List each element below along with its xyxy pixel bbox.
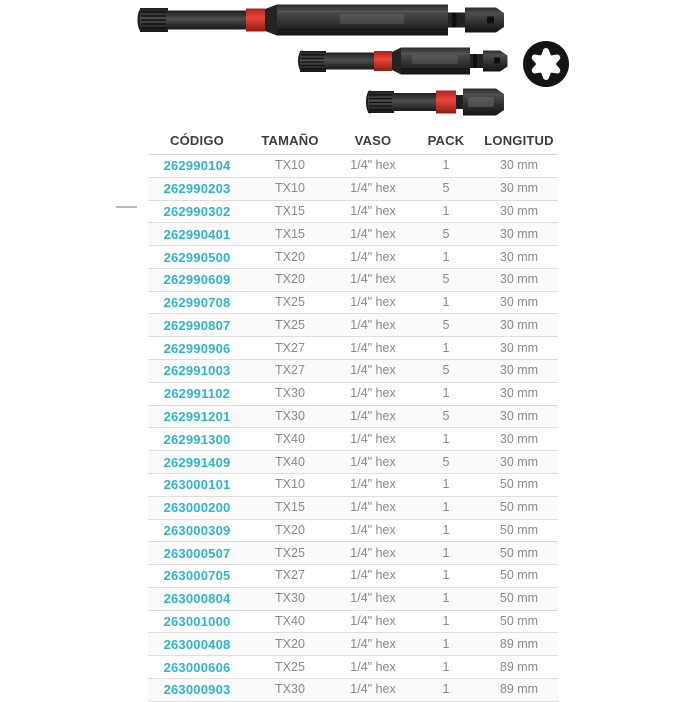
cell-code[interactable]: 262991003 [148, 360, 246, 383]
cell-vaso: 1/4" hex [334, 314, 412, 337]
table-body [148, 155, 558, 702]
cell-pack: 1 [412, 496, 480, 519]
table-row [148, 610, 558, 633]
torx-bit-medium [298, 48, 508, 75]
cell-pack: 1 [412, 337, 480, 360]
cell-code[interactable]: 262991201 [148, 405, 246, 428]
cell-vaso: 1/4" hex [334, 519, 412, 542]
cell-pack: 5 [412, 223, 480, 246]
cell-size: TX20 [246, 633, 334, 656]
cell-vaso: 1/4" hex [334, 337, 412, 360]
cell-vaso: 1/4" hex [334, 246, 412, 269]
cell-size: TX40 [246, 428, 334, 451]
cell-pack: 1 [412, 656, 480, 679]
cell-vaso: 1/4" hex [334, 291, 412, 314]
table-row [148, 382, 558, 405]
torx-bits-illustration [0, 0, 700, 128]
cell-vaso: 1/4" hex [334, 451, 412, 474]
cell-pack: 1 [412, 587, 480, 610]
cell-code[interactable]: 263000606 [148, 656, 246, 679]
cell-code[interactable]: 262991300 [148, 428, 246, 451]
cell-length: 50 mm [480, 587, 558, 610]
cell-length: 50 mm [480, 496, 558, 519]
product-image [0, 0, 700, 128]
cell-vaso: 1/4" hex [334, 223, 412, 246]
table-row [148, 405, 558, 428]
cell-code[interactable]: 262990104 [148, 155, 246, 178]
table-row [148, 337, 558, 360]
cell-code[interactable]: 262991102 [148, 382, 246, 405]
cell-pack: 5 [412, 268, 480, 291]
cell-pack: 1 [412, 542, 480, 565]
header-vaso: VASO [334, 130, 412, 155]
cell-length: 30 mm [480, 428, 558, 451]
cell-code[interactable]: 262990609 [148, 268, 246, 291]
cell-length: 30 mm [480, 314, 558, 337]
cell-length: 30 mm [480, 405, 558, 428]
cell-length: 30 mm [480, 155, 558, 178]
cell-pack: 1 [412, 155, 480, 178]
cell-size: TX10 [246, 177, 334, 200]
cell-length: 30 mm [480, 223, 558, 246]
cell-length: 50 mm [480, 610, 558, 633]
table-row [148, 177, 558, 200]
cell-code[interactable]: 262990906 [148, 337, 246, 360]
cell-code[interactable]: 262990302 [148, 200, 246, 223]
cell-code[interactable]: 263000101 [148, 473, 246, 496]
cell-vaso: 1/4" hex [334, 496, 412, 519]
header-codigo: CÓDIGO [148, 130, 246, 155]
cell-vaso: 1/4" hex [334, 155, 412, 178]
cell-size: TX40 [246, 451, 334, 474]
cell-size: TX30 [246, 405, 334, 428]
cell-size: TX15 [246, 496, 334, 519]
cell-size: TX20 [246, 519, 334, 542]
cell-vaso: 1/4" hex [334, 405, 412, 428]
cell-code[interactable]: 262990708 [148, 291, 246, 314]
table-row [148, 451, 558, 474]
table-row [148, 656, 558, 679]
table-row [148, 268, 558, 291]
cell-length: 89 mm [480, 656, 558, 679]
cell-code[interactable]: 263000705 [148, 565, 246, 588]
table-row [148, 496, 558, 519]
cell-size: TX30 [246, 678, 334, 701]
cell-vaso: 1/4" hex [334, 678, 412, 701]
cell-length: 89 mm [480, 678, 558, 701]
cell-length: 30 mm [480, 200, 558, 223]
cell-length: 30 mm [480, 246, 558, 269]
table-row [148, 223, 558, 246]
table-header [148, 130, 558, 155]
cell-vaso: 1/4" hex [334, 610, 412, 633]
torx-bit-long [138, 5, 505, 36]
brand-engraving [340, 14, 404, 24]
table-row [148, 428, 558, 451]
cell-pack: 1 [412, 428, 480, 451]
table-row [148, 587, 558, 610]
cell-code[interactable]: 263000200 [148, 496, 246, 519]
cell-size: TX15 [246, 200, 334, 223]
cell-size: TX25 [246, 656, 334, 679]
cell-code[interactable]: 263000507 [148, 542, 246, 565]
cell-pack: 1 [412, 246, 480, 269]
table-row [148, 155, 558, 178]
cell-length: 89 mm [480, 633, 558, 656]
cell-length: 30 mm [480, 177, 558, 200]
cell-vaso: 1/4" hex [334, 633, 412, 656]
table-row [148, 360, 558, 383]
cell-code[interactable]: 262990500 [148, 246, 246, 269]
cell-vaso: 1/4" hex [334, 268, 412, 291]
cell-size: TX30 [246, 587, 334, 610]
cell-size: TX27 [246, 360, 334, 383]
cell-vaso: 1/4" hex [334, 542, 412, 565]
cell-code[interactable]: 262990401 [148, 223, 246, 246]
cell-size: TX27 [246, 565, 334, 588]
cell-size: TX30 [246, 382, 334, 405]
cell-size: TX20 [246, 268, 334, 291]
cell-vaso: 1/4" hex [334, 587, 412, 610]
cell-size: TX15 [246, 223, 334, 246]
cell-vaso: 1/4" hex [334, 428, 412, 451]
header-longitud: LONGITUD [480, 130, 558, 155]
header-row [148, 130, 558, 155]
cell-size: TX25 [246, 542, 334, 565]
table-row [148, 519, 558, 542]
cell-pack: 1 [412, 382, 480, 405]
cell-pack: 1 [412, 291, 480, 314]
cell-pack: 1 [412, 633, 480, 656]
cell-length: 30 mm [480, 360, 558, 383]
torx-profile-icon [523, 41, 569, 87]
cell-pack: 1 [412, 610, 480, 633]
cell-code[interactable]: 263000804 [148, 587, 246, 610]
table-row [148, 678, 558, 701]
cell-size: TX10 [246, 473, 334, 496]
cell-vaso: 1/4" hex [334, 200, 412, 223]
cell-code[interactable]: 262990203 [148, 177, 246, 200]
cell-length: 30 mm [480, 337, 558, 360]
cell-length: 50 mm [480, 519, 558, 542]
cell-length: 30 mm [480, 451, 558, 474]
cell-pack: 5 [412, 405, 480, 428]
brand-engraving [468, 97, 494, 107]
cell-pack: 1 [412, 519, 480, 542]
cell-length: 50 mm [480, 565, 558, 588]
cell-pack: 5 [412, 451, 480, 474]
header-tamano: TAMAÑO [246, 130, 334, 155]
cell-vaso: 1/4" hex [334, 177, 412, 200]
cell-size: TX10 [246, 155, 334, 178]
cell-code[interactable]: 263000408 [148, 633, 246, 656]
cell-size: TX27 [246, 337, 334, 360]
cell-length: 50 mm [480, 542, 558, 565]
table-row [148, 633, 558, 656]
table-row [148, 473, 558, 496]
stray-mark [116, 206, 137, 208]
cell-pack: 1 [412, 565, 480, 588]
cell-vaso: 1/4" hex [334, 565, 412, 588]
cell-vaso: 1/4" hex [334, 360, 412, 383]
cell-vaso: 1/4" hex [334, 473, 412, 496]
cell-pack: 1 [412, 200, 480, 223]
cell-pack: 1 [412, 678, 480, 701]
cell-vaso: 1/4" hex [334, 382, 412, 405]
table-row [148, 291, 558, 314]
cell-code[interactable]: 263000903 [148, 678, 246, 701]
cell-length: 30 mm [480, 291, 558, 314]
header-pack: PACK [412, 130, 480, 155]
cell-length: 30 mm [480, 382, 558, 405]
cell-size: TX25 [246, 314, 334, 337]
cell-pack: 5 [412, 177, 480, 200]
product-table [148, 130, 558, 702]
cell-vaso: 1/4" hex [334, 656, 412, 679]
cell-code[interactable]: 263001000 [148, 610, 246, 633]
cell-pack: 5 [412, 314, 480, 337]
table-row [148, 542, 558, 565]
torx-bit-short [366, 89, 504, 116]
cell-pack: 5 [412, 360, 480, 383]
cell-size: TX20 [246, 246, 334, 269]
cell-code[interactable]: 262991409 [148, 451, 246, 474]
cell-code[interactable]: 262990807 [148, 314, 246, 337]
cell-size: TX25 [246, 291, 334, 314]
table-row [148, 246, 558, 269]
table-row [148, 200, 558, 223]
table-row [148, 565, 558, 588]
table-row [148, 314, 558, 337]
cell-length: 30 mm [480, 268, 558, 291]
cell-code[interactable]: 263000309 [148, 519, 246, 542]
brand-engraving [412, 55, 458, 64]
cell-length: 50 mm [480, 473, 558, 496]
cell-size: TX40 [246, 610, 334, 633]
cell-pack: 1 [412, 473, 480, 496]
